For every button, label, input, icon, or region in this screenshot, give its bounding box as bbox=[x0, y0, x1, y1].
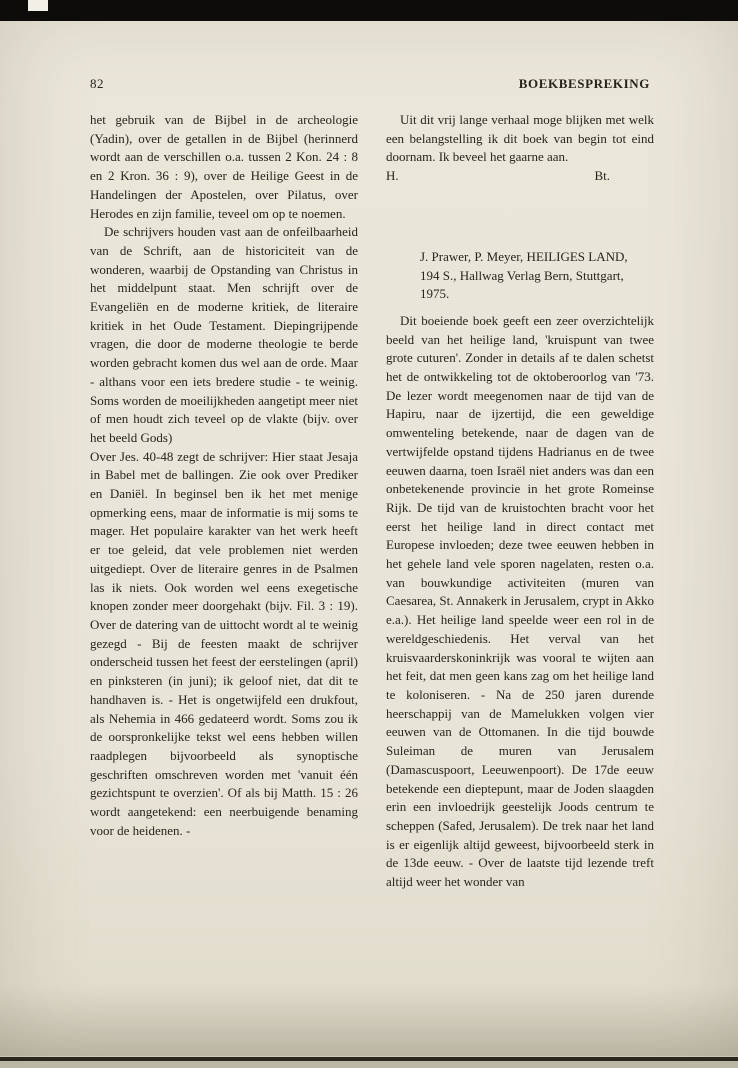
right-column bbox=[386, 111, 654, 892]
signature-initial-right: Bt. bbox=[594, 168, 610, 184]
paragraph: De schrijvers houden vast aan de onfeilbaarheid van de Schrift, aan de historiciteit van de wonderen, waarbij de Opstanding van Christus in het middelpunt staat. Men schrijft over de Evangeliën en de moderne kritiek, de literaire kritiek in het Oude Testament. Diepingrijpende vragen, die door de moderne theologie te berde worden gebracht komen dus wel aan de orde. Maar - althans voor een iets bredere studie - te weinig. Soms worden de moeilijkheden aangetipt meer niet of men houdt zich teveel op de vlakte (bijv. over het beeld Gods) bbox=[90, 224, 358, 445]
signature-row bbox=[386, 167, 654, 186]
page-number: 82 bbox=[90, 76, 104, 91]
text-columns bbox=[90, 111, 654, 892]
book-citation: J. Prawer, P. Meyer, HEILIGES LAND, 194 S., Hallwag Verlag Bern, Stuttgart, 1975. bbox=[420, 248, 628, 302]
scan-top-notch bbox=[28, 0, 48, 11]
scan-bottom-margin bbox=[0, 1061, 738, 1068]
paragraph: het gebruik van de Bijbel in de archeologie (Yadin), over de getallen in de Bijbel (herinnerd wordt aan de verschillen o.a. tussen 2 Kon. 24 : 8 en 2 Kron. 36 : 9), over de Heilige Geest in de Handelingen der Apostelen, over Pilatus, over Herodes en zijn familie, teveel om op te noemen. bbox=[90, 112, 358, 221]
paragraph: Over Jes. 40-48 zegt de schrijver: Hier staat Jesaja in Babel met de ballingen. Zie ook over Prediker en Daniël. In beginsel ben ik het met menige opmerking eens, maar de informatie is mij soms te mager. Het populaire karakter van het werk heeft er toe geleid, dat vele problemen niet werden uitgediept. Over de literaire genres in de Psalmen las ik niets. Ook worden wel eens exegetische knopen zonder meer doorgehakt (bijv. Fil. 3 : 19). Over de datering van de uittocht wordt al te weinig gezegd - Bij de feesten maakt de schrijver onderscheid tussen het feest der eerstelingen (april) en pinksteren (in juni); ik geloof niet, dat dit te handhaven is. - Het is ongetwijfeld een drukfout, als Nehemia in 466 gedateerd wordt. Soms zou ik de oorspronkelijke tekst wel eens hebben willen raadplegen bijvoorbeeld als synoptische geschriften omschreven worden met 'vanuit één gezichtspunt te overzien'. Of als bij Matth. 15 : 26 wordt aangetekend: een neerbuigende benaming voor de heidenen. - bbox=[90, 448, 358, 838]
running-head-title: BOEKBESPREKING bbox=[518, 76, 650, 91]
paragraph: Uit dit vrij lange verhaal moge blijken met welk een belangstelling ik dit boek van begin tot eind doornam. Ik beveel het gaarne aan. bbox=[386, 112, 654, 165]
page-header bbox=[90, 76, 650, 92]
scan-top-edge bbox=[0, 0, 738, 21]
left-column bbox=[90, 111, 358, 892]
signature-initial-left: H. bbox=[386, 168, 399, 184]
scan-bottom-shade bbox=[0, 986, 738, 1056]
paragraph: Dit boeiende boek geeft een zeer overzichtelijk beeld van het heilige land, 'kruispunt van twee grote cuturen'. Zonder in details af te dalen schetst het de ontwikkeling tot de oktoberoorlog van '73. De lezer wordt meegenomen naar de tijd van de Hapiru, naar de ijzertijd, die een geweldige omwenteling betekende, naar de dagen van de vertwijfelde opstand tijdens Hadrianus en de twee eeuwen daarna, toen Israël niet anders was dan een onbetekenende provincie in het grote Romeinse Rijk. De tijd van de kruistochten bracht voor het eerst het heilige land in direct contact met Europese invloeden; deze twee eeuwen hebben in het gehele land vele sporen nagelaten, resten o.a. van bouwkundige activiteiten (muren van Caesarea, St. Annakerk in Jerusalem, crypt in Akko e.a.). Het heilige land speelde weer een rol in de wereldgeschiedenis. Het verval van het kruisvaarderskoninkrijk was vooral te wijten aan het feit, dat men geen kans zag om het heilige land te koloniseren. - Na de 250 jaren durende heerschappij van de Mamelukken volgen vier eeuwen van de Ottomanen. In die tijd bouwde Suleiman de muren van Jerusalem (Damascuspoort, Leeuwenpoort). De 17de eeuw betekende een dieptepunt, maar de Joden slaagden erin een invloedrijk geestelijk Joods centrum te scheppen (Safed, Jerusalem). De trek naar het land is er eigenlijk altijd geweest, bijvoorbeeld sterk in de 13de eeuw. - Over de laatste tijd lezende treft altijd weer het wonder van bbox=[386, 312, 654, 890]
